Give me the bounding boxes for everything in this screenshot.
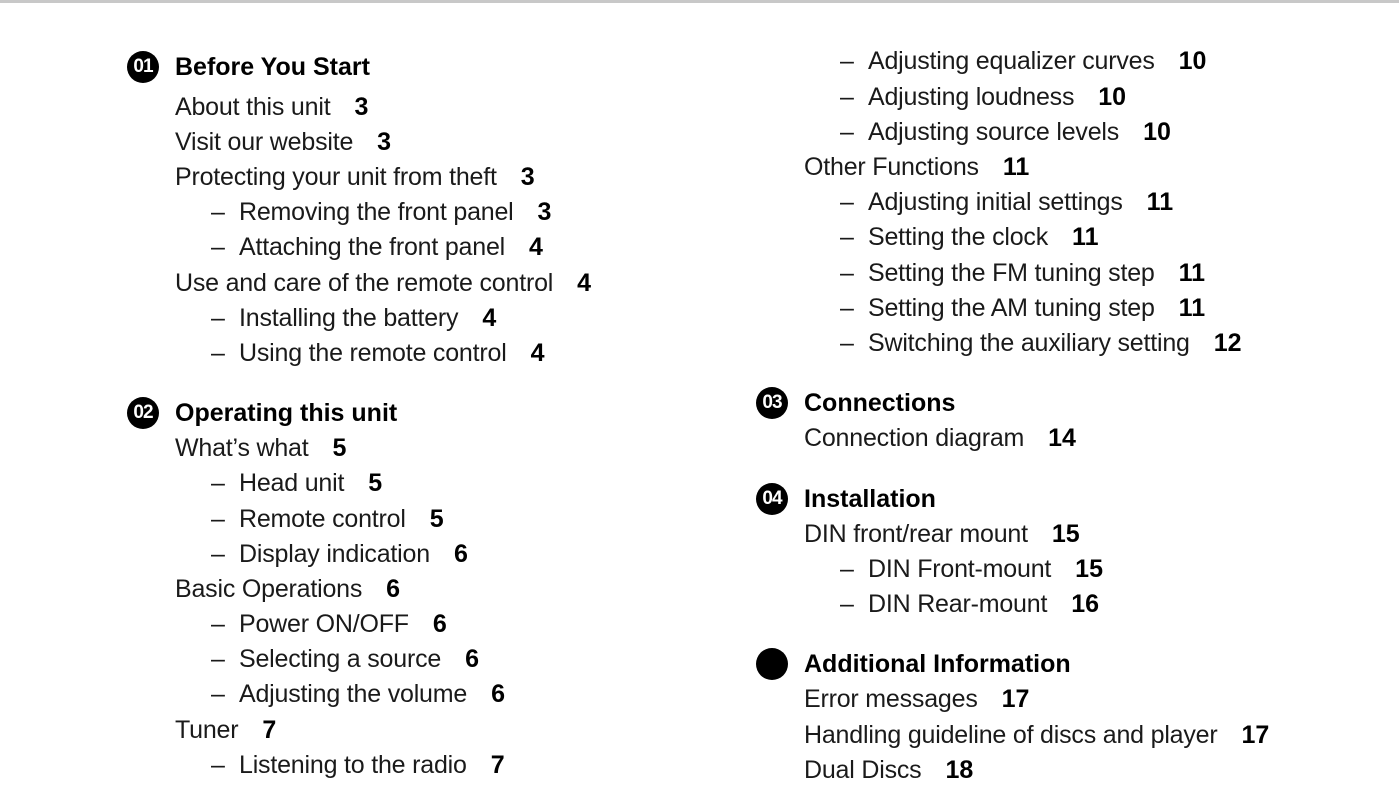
dash-glyph: –	[211, 610, 225, 638]
page-number: 6	[491, 680, 505, 708]
page-number: 7	[490, 751, 505, 779]
entry-text: Using the remote control	[239, 339, 507, 367]
toc-subentry[interactable]	[840, 293, 1205, 323]
toc-entry[interactable]	[804, 423, 1076, 453]
page-number: 6	[386, 575, 401, 603]
toc-subentry[interactable]	[840, 187, 1173, 217]
toc-subentry[interactable]	[211, 338, 544, 368]
dash-glyph: –	[211, 198, 225, 226]
toc-entry[interactable]	[804, 519, 1080, 549]
section-number-badge: 03	[756, 387, 788, 419]
entry-text: Tuner	[175, 716, 239, 744]
page-number: 5	[429, 505, 444, 533]
toc-entry[interactable]	[804, 720, 1269, 750]
dash-glyph: –	[211, 751, 225, 779]
dash-glyph: –	[211, 505, 225, 533]
toc-entry[interactable]	[175, 574, 400, 604]
entry-text: DIN front/rear mount	[804, 520, 1028, 548]
entry-text: Other Functions	[804, 153, 979, 181]
page-number: 10	[1143, 118, 1171, 146]
dash-glyph: –	[840, 223, 854, 251]
toc-subentry[interactable]	[211, 504, 444, 534]
page-number: 5	[368, 469, 383, 497]
page-number: 15	[1051, 520, 1080, 548]
dash-glyph: –	[840, 590, 854, 618]
dash-glyph: –	[211, 304, 225, 332]
page-number: 3	[354, 93, 369, 121]
entry-text: Adjusting the volume	[239, 680, 468, 708]
page-number: 4	[577, 269, 592, 297]
page-number: 7	[262, 716, 277, 744]
dash-glyph: –	[840, 555, 854, 583]
dash-glyph: –	[211, 233, 225, 261]
page-number: 4	[529, 233, 543, 261]
page-number: 5	[332, 434, 347, 462]
entry-text: Selecting a source	[239, 645, 442, 673]
toc-subentry[interactable]	[840, 258, 1205, 288]
entry-text: Visit our website	[175, 128, 354, 156]
section-number-badge: 01	[127, 51, 159, 83]
section-title: Before You Start	[175, 53, 370, 81]
toc-entry[interactable]	[175, 92, 368, 122]
entry-text: Installing the battery	[239, 304, 459, 332]
page-number: 17	[1001, 685, 1030, 713]
dash-glyph: –	[840, 259, 854, 287]
page-number: 16	[1071, 590, 1100, 618]
entry-text: Connection diagram	[804, 424, 1025, 452]
page-number: 11	[1178, 259, 1206, 287]
entry-text: Setting the clock	[868, 223, 1049, 251]
toc-subentry[interactable]	[211, 468, 382, 498]
toc-subentry[interactable]	[211, 644, 479, 674]
page-number: 4	[530, 339, 545, 367]
section-number-badge: 04	[756, 483, 788, 515]
page-number: 3	[520, 163, 535, 191]
dash-glyph: –	[840, 294, 854, 322]
toc-subentry[interactable]	[211, 303, 496, 333]
toc-subentry[interactable]	[840, 117, 1171, 147]
toc-subentry[interactable]	[211, 679, 505, 709]
toc-subentry[interactable]	[840, 82, 1126, 112]
entry-text: Adjusting loudness	[868, 83, 1075, 111]
entry-text: Use and care of the remote control	[175, 269, 554, 297]
toc-entry[interactable]	[804, 152, 1029, 182]
section-number-badge: 02	[127, 397, 159, 429]
entry-text: Dual Discs	[804, 756, 922, 784]
entry-text: Adjusting equalizer curves	[868, 47, 1155, 75]
toc-entry[interactable]	[804, 684, 1029, 714]
toc-subentry[interactable]	[211, 232, 543, 262]
entry-text: Switching the auxiliary setting	[868, 329, 1190, 357]
page-number: 11	[1072, 223, 1099, 251]
toc-entry[interactable]	[175, 433, 346, 463]
toc-subentry[interactable]	[211, 539, 468, 569]
toc-subentry[interactable]	[840, 46, 1206, 76]
dash-glyph: –	[211, 645, 225, 673]
toc-entry[interactable]	[175, 127, 391, 157]
dash-glyph: –	[840, 188, 854, 216]
dash-glyph: –	[211, 540, 225, 568]
dash-glyph: –	[840, 47, 854, 75]
page-number: 12	[1213, 329, 1242, 357]
entry-text: Head unit	[239, 469, 345, 497]
entry-text: DIN Front-mount	[868, 555, 1052, 583]
toc-entry[interactable]	[175, 162, 535, 192]
entry-text: Setting the FM tuning step	[868, 259, 1155, 287]
entry-text: Error messages	[804, 685, 978, 713]
entry-text: Protecting your unit from theft	[175, 163, 497, 191]
page-number: 3	[537, 198, 552, 226]
dash-glyph: –	[211, 339, 225, 367]
entry-text: Basic Operations	[175, 575, 363, 603]
toc-subentry[interactable]	[840, 554, 1103, 584]
dash-glyph: –	[840, 329, 854, 357]
entry-text: Removing the front panel	[239, 198, 514, 226]
page-number: 18	[945, 756, 974, 784]
page-number: 10	[1098, 83, 1127, 111]
page-number: 10	[1178, 47, 1207, 75]
toc-subentry[interactable]	[840, 328, 1242, 358]
entry-text: Adjusting initial settings	[868, 188, 1123, 216]
page-number: 6	[432, 610, 447, 638]
dash-glyph: –	[840, 83, 854, 111]
page-number: 15	[1075, 555, 1103, 583]
toc-subentry[interactable]	[840, 222, 1098, 252]
section-title: Additional Information	[804, 650, 1071, 678]
section-title: Connections	[804, 389, 956, 417]
entry-text: What’s what	[175, 434, 309, 462]
entry-text: DIN Rear-mount	[868, 590, 1048, 618]
page-number: 6	[453, 540, 468, 568]
toc-subentry[interactable]	[211, 750, 505, 780]
entry-text: Attaching the front panel	[239, 233, 506, 261]
dash-glyph: –	[211, 680, 225, 708]
toc-entry[interactable]	[804, 755, 973, 785]
entry-text: Display indication	[239, 540, 430, 568]
section-title: Installation	[804, 485, 936, 513]
toc-entry[interactable]	[175, 715, 276, 745]
page-number: 4	[482, 304, 497, 332]
entry-text: Setting the AM tuning step	[868, 294, 1155, 322]
page-number: 11	[1178, 294, 1206, 322]
entry-text: Remote control	[239, 505, 406, 533]
page-number: 3	[377, 128, 392, 156]
toc-entry[interactable]	[175, 268, 591, 298]
section-title: Operating this unit	[175, 399, 398, 427]
entry-text: About this unit	[175, 93, 331, 121]
top-border	[0, 0, 1399, 3]
page-number: 6	[465, 645, 479, 673]
page-number: 11	[1146, 188, 1174, 216]
toc-subentry[interactable]	[211, 197, 551, 227]
entry-text: Listening to the radio	[239, 751, 467, 779]
toc-subentry[interactable]	[211, 609, 447, 639]
page-number: 14	[1048, 424, 1076, 452]
toc-subentry[interactable]	[840, 589, 1099, 619]
dash-glyph: –	[211, 469, 225, 497]
page-number: 11	[1002, 153, 1030, 181]
entry-text: Handling guideline of discs and player	[804, 721, 1218, 749]
entry-text: Power ON/OFF	[239, 610, 409, 638]
dash-glyph: –	[840, 118, 854, 146]
section-bullet-badge	[756, 648, 788, 680]
entry-text: Adjusting source levels	[868, 118, 1120, 146]
page-number: 17	[1241, 721, 1270, 749]
